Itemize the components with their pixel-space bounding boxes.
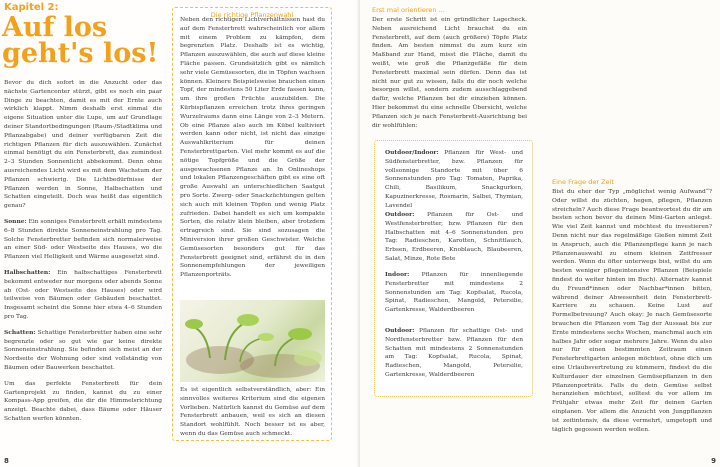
orientation-text: Der erste Schritt ist ein gründlicher Lagecheck. Neben ausreichend Licht brauchst du ein Fensterbrett, auf dem (auch größere) Töpfe Platz finden. Am besten nimmst du zum kurz ein Maßband zur Hand, misst die Fläche, damit du weißt, wie groß die Pflanzgefäße für dein Fensterbrett maximal sein dürfen. Denn das ist nicht nur gut zu wissen, falls du dir noch welche besorgen willst, sondern zudem ausschlaggebend dafür, welche Pflanzen bei dir einziehen können. Hier bekommst du eine schnelle Übersicht, welche Pflanzen sich je nach Fensterbrett-Ausrichtung bei dir wohlfühlen: [372, 17, 527, 129]
orientation-list-box [374, 140, 533, 397]
right-page [360, 0, 720, 467]
chapter-title-line-1: Auf los [2, 12, 108, 43]
chapter-label: Kapitel 2: [4, 2, 59, 13]
halbschatten-text: Ein halbschattiges Fensterbrett bekommt entweder nur morgens oder abends Sonne ab (Ost- oder Westseite des Hauses) oder wird teilweise von Bäumen oder Gebäuden beschattet. Insgesamt scheint die Sonne hier etwa 4–6 Stunden pro Tag. [4, 269, 162, 320]
halbschatten-paragraph [4, 269, 162, 322]
plant-choice-text-2: Es ist eigentlich selbstverständlich, aber: Ein sinnvolles weiteres Kriterium sind die eigenen Vorlieben. Natürlich kannst du Gemüse auf dem Fensterbrett anbauen, weil es sich an diesen Standort wohlfühlt. Noch besser ist es aber, wenn du das Gemüse auch schmeckt. [180, 387, 325, 437]
page-number-right: 9 [711, 457, 716, 465]
schatten-lead: Schatten: [4, 328, 36, 336]
outro-paragraph: Um das perfekte Fensterbrett für dein Gartenprojekt zu finden, kannst du zu einer Kompass-App greifen, die dir die Himmelsrichtung anzeigt. Beachte dabei, dass Bäume oder Häuser Schatten werfen könnten. [4, 380, 162, 422]
schatten-text: Schattige Fensterbretter haben eine sehr begrenzte oder so gut wie gar keine direkte Sonneneinstrahlung. Sie befinden sich meist an der Nordseite der Wohnung oder sind vollständig von Bäumen oder Bauwerken beschattet. [4, 329, 162, 371]
sonne-paragraph [4, 218, 162, 262]
intro-paragraph: Bevor du dich sofort in die Anzucht oder das nächste Gartencenter stürzt, gibt es noch ein paar Dinge zu beachten, damit es mit der Ernte auch wirklich klappt. Nimm deshalb erst einmal die eigene Situation unter die Lupe, um auf Grundlage deiner Standortbedingungen (Raum-/Stadtklima und Pflanzabgabe) und deiner verfügbaren Zeit die richtigen Pflanzen für dich auszuwählen. Zunächst einmal benötigt du ein Fensterbrett, das zumindest 2–3 Stunden Sonnenlicht abbekommt. Denn ohne ausreichendes Licht wird es mit dem Wachstum der Pflanzen schwierig. Die Lichtbedürfnisse der Pflanzen werden in Sonne, Halbschatten und Schatten eingeteilt. Doch was heißt das eigentlich genau? [4, 80, 162, 210]
orientation-item-lead: Outdoor: [385, 211, 415, 218]
body-column-1 [4, 79, 162, 431]
chapter-title-line-2: geht's los! [2, 38, 159, 69]
orientation-item-text: Pflanzen für Ost- und Westfensterbretter, bzw. Pflanzen für den Halbschatten mit 4–6 Sonnenstunden pro Tag: Radieschen, Karotten, Schnittlauch, Erbsen, Erdbeeren, Knoblauch, Blaubeeren, Salat, Minze, Rote Bete [385, 212, 523, 262]
plant-choice-text-1: Neben den richtigen Lichtverhältnissen hast du auf dem Fensterbrett wahrscheinlich vor allem mit einem Problem zu kämpfen, dem begrenzten Platz. Deshalb ist es wichtig, Pflanzen auszuwählen, die auch auf diese kleine Fläche passen. Grundsätzlich gibt es nämlich sehr viele Gemüsesorten, die in Töpfen wachsen können. Kleinere Beispielsweise brauchen einen Topf, der mindestens 50 Liter Erde fassen kann, um ihre großen Früchte auszubilden. Die Kürbispflanzen erreichen trotz ihres geringen Wurzelraums dann eine Länge von 2–3 Metern. Ob eine Pflanze also auch im Kübel kultiviert werden kann oder nicht, ist nicht das einzige Auswahlkriterium für deinen Fensterbrettgarten. Viel mehr kommt es auf die nötige Topfgröße und die Größe der ausgewachsenen Pflanze an. In Onlineshops und lokalen Pflanzengeschäften gibt es eine oft große Auswahl an unterschiedlichen Saatgut pro Sorte. Zwerg- oder Snackzüchtungen gelten sich auch mit kleinen Töpfen und wenig Platz zufrieden. Dabei handelt es sich um kompakte Sorten, die relativ klein bleiben, aber trotzdem ertragreich sind. Sie sind sozusagen die Miniversion ihrer großen Geschwister. Welche Gemüsesorten besonders gut für das Fensterbrett geeignet sind, erfährst du in den Sonnenempfehlungen der jeweiligen Pflanzenporträts. [180, 17, 325, 279]
sonne-text: Ein sonniges Fensterbrett erhält mindestens 6–8 Stunden direkte Sonneneinstrahlung pro Tag. Solche Fensterbretter befinden sich normalerweise an einer Süd- oder Westseite des Hauses, wo die Pflanzen viel Helligkeit und Wärme ausgesetzt sind. [4, 218, 162, 261]
schatten-paragraph [4, 329, 162, 373]
orientation-item-lead: Outdoor/Indoor: [385, 149, 439, 156]
seedling-photo [180, 300, 325, 382]
orientation-item-text: Pflanzen für schattige Ost- und Nordfensterbretter bzw. Pflanzen für den Schatten mit mindestens 2 Sonnenstunden am Tag: Kopfsalat, Rucola, Spinat, Radieschen, Mangold, Petersilie, Gartenkresse, Walderdbeeren [385, 328, 523, 378]
orientation-item-lead: Indoor: [385, 271, 410, 278]
orientation-item-text: Pflanzen für West- und Südfensterbretter, bzw. Pflanzen für vollsonnige Standorte mit über 6 Sonnenstunden pro Tag: Tomaten, Paprika, Chili, Basilikum, Snackgurken, Kapuzinerkresse, Rosmarin, Salbei, Thymian, Lavendel [385, 150, 523, 209]
page-number-left: 8 [4, 457, 9, 465]
plant-choice-box-label: Die richtige Pflanzenwahl [207, 11, 297, 19]
time-heading: Eine Frage der Zeit [552, 178, 614, 186]
plant-choice-box [172, 7, 332, 441]
time-text: Bist du eher der Typ „möglichst wenig Aufwand“? Oder willst du züchten, hegen, pflegen, Pflanzen streicheln? Auch diese Frage beantwortest du dir am besten schon bevor du deinen Mini-Garten anlegst. Wie viel Zeit kannst und möchtest du investieren? Denn nicht nur das regelmäßige Gießen nimmt Zeit in Anspruch, auch die Pflanzenpflege kann je nach Pflanzenauswahl zu einem kleinen Zeitfresser werden. Wenn du öfter unterwegs bist, willst du am besten weniger pflegeintensive Pflanzen (Beispiele findest du weiter hinten im Buch). Alternativ kannst du Freund*innen oder Nachbar*innen bitten, während deiner Abwesenheit dein Fensterbrett-Karriere zu schauen. Keine Lust auf Formelbetreuung? Auch okay: Je nach Gemüsesorte brauchen die Pflanzen vom Tag der Aussaat bis zur Ernte mindestens sechs Wochen, manchmal auch ein halbes Jahr oder sogar mehrere Jahre. Wenn du also nur für einen bestimmten Zeitraum einen Fensterbrettgarten anlegen möchtest, ohne dich um eine Urlaubsvertretung zu kümmern, findest du die Kulturdauer der einzelnen Gemüsepflanzen in den Pflanzenporträts. Falls du dein Gemüse selbst heranziehen möchtest, solltest du vor allem im Frühjahr etwas mehr Zeit für deinen Garten einplanen. Vor allem die Anzucht von Jungpflanzen ist zeitintensiv, da diese vermehrt, umgetopft und täglich gegossen werden wollen. [552, 189, 712, 433]
halbschatten-lead: Halbschatten: [4, 268, 51, 276]
orientation-heading: Erst mal orientieren ... [372, 6, 445, 14]
orientation-item [385, 211, 523, 264]
orientation-item-lead: Outdoor: [385, 327, 415, 334]
orientation-item [385, 327, 523, 380]
orientation-item-text: Pflanzen für innenliegende Fensterbretter mit mindestens 2 Sonnenstunden am Tag: Kopfsalat, Rucola, Spinat, Radieschen, Mangold, Petersilie, Gartenkresse, Walderdbeeren [385, 272, 523, 314]
orientation-item [385, 271, 523, 315]
seedling-illustration [180, 300, 325, 382]
sonne-lead: Sonne: [4, 217, 27, 225]
orientation-item [385, 149, 523, 211]
